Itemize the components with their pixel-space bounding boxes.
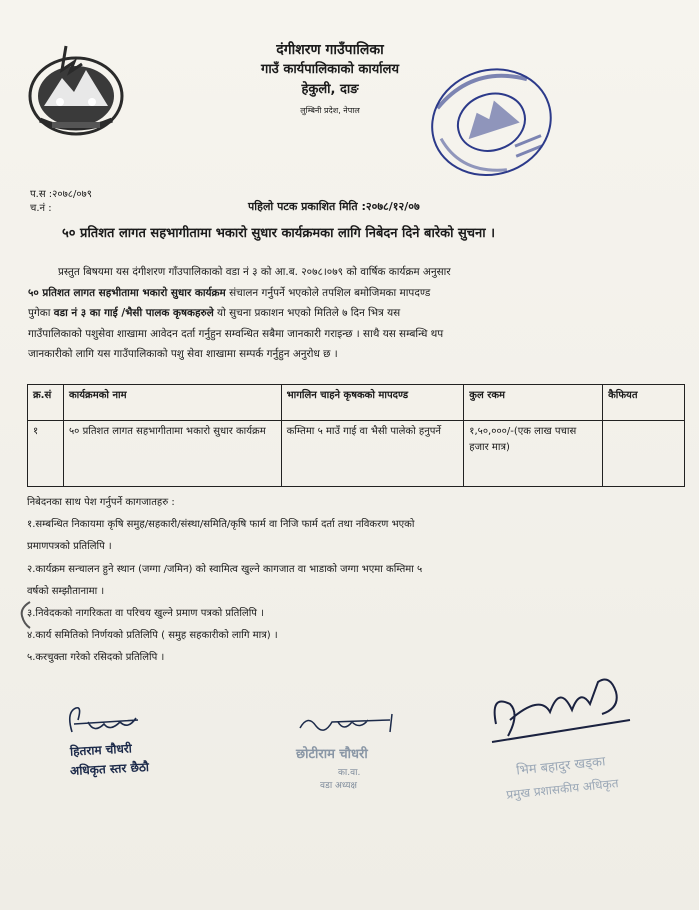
table-row bbox=[28, 421, 685, 487]
target-farmers-bold: वडा नं ३ का गाई /भैसी पालक कृषकहरुले bbox=[53, 307, 214, 320]
cell-total-amount: १,५०,०००/-(एक लाख पचास हजार मात्र) bbox=[464, 421, 603, 487]
documents-title: निबेदनका साथ पेश गर्नुपर्ने कागजातहरु : bbox=[27, 497, 175, 508]
header-remarks: कैफियत bbox=[603, 385, 685, 421]
list-item: वर्षको सम्झौतानामा । bbox=[27, 585, 105, 597]
body-line-2 bbox=[28, 283, 668, 304]
letterhead bbox=[230, 40, 430, 118]
header-total-amount: कुल रकम bbox=[464, 385, 603, 421]
table-header-row bbox=[28, 385, 685, 421]
signature-2-icon bbox=[294, 708, 404, 744]
office-location: हेकुली, दाङ bbox=[301, 82, 359, 97]
signatory-2-title-1: का.वा. bbox=[338, 768, 361, 778]
cell-program-name: ५० प्रतिशत लागत सहभागीतामा भकारो सुधार कार्यक्रम bbox=[63, 421, 281, 487]
cell-remarks bbox=[603, 421, 685, 487]
list-item: ५.करचुक्ता गरेको रसिदको प्रतिलिपि । bbox=[27, 652, 165, 664]
body-line-2-rest: संचालन गर्नुपर्ने भएकोले तपशिल बमोजिमका मापदण्ड bbox=[225, 286, 431, 299]
cell-serial: १ bbox=[28, 421, 64, 487]
staple-mark-icon bbox=[18, 600, 32, 630]
office-name: गाउँ कार्यपालिकाको कार्यालय bbox=[261, 62, 399, 77]
cell-criteria: कम्तिमा ५ माउँ गाई वा भैसी पालेको हनुपर्ने bbox=[281, 421, 464, 487]
chalani-number: च.नं : bbox=[30, 203, 52, 214]
list-item: ३.निवेदकको नागरिकता वा परिचय खुल्ने प्रमाण पत्रको प्रतिलिपि । bbox=[27, 608, 264, 620]
signatory-3-title: प्रमुख प्रशासकीय अधिकृत bbox=[505, 776, 620, 802]
signature-1-icon bbox=[64, 702, 154, 742]
publication-date: पहिलो पटक प्रकाशित मिति :२०७८/१२/०७ bbox=[248, 200, 420, 213]
body-line-4: गाउँपालिकाको पशुसेवा शाखामा आवेदन दर्ता गर्नुहुन सम्वन्धित सबैमा जानकारी गराइन्छ । साथै यस सम्बन्धि थप bbox=[28, 327, 444, 340]
list-item: प्रमाणपत्रको प्रतिलिपि । bbox=[27, 541, 112, 553]
notice-subject: ५० प्रतिशत लागत सहभागीतामा भकारो सुधार कार्यक्रमका लागि निबेदन दिने बारेको सुचना । bbox=[62, 226, 496, 241]
list-item: ४.कार्य समितिको निर्णयको प्रतिलिपि ( समुह सहकारीको लागि मात्र) । bbox=[27, 630, 278, 642]
patra-sankhya: प.स :२०७८/०७९ bbox=[30, 189, 92, 200]
program-table bbox=[27, 384, 685, 487]
municipality-name: दंगीशरण गाउँपालिका bbox=[276, 42, 384, 58]
signatory-3-name: भिम बहादुर खड्का bbox=[515, 754, 607, 779]
signatory-1-title: अधिकृत स्तर छैठौ bbox=[69, 759, 150, 779]
program-name-bold: ५० प्रतिशत लागत सहभीतामा भकारो सुधार कार्यक्रम bbox=[28, 286, 226, 299]
header-criteria: भागलिन चाहने कृषकको मापदण्ड bbox=[281, 385, 464, 421]
body-line-1: प्रस्तुत बिषयमा यस दंगीशरण गाँउपालिकाको वडा नं ३ को आ.ब. २०७८।०७९ को वार्षिक कार्यक्रम अनुसार bbox=[58, 266, 451, 278]
province-name: लुम्बिनी प्रदेश, नेपाल bbox=[300, 106, 360, 115]
list-item: १.सम्बन्धित निकायमा कृषि समुह/सहकारी/संस्था/समिति/कृषि फार्म वा निजि फार्म दर्ता तथा नविकरण भएको bbox=[27, 519, 415, 531]
list-item: २.कार्यक्रम सन्चालन हुने स्थान (जग्गा /जमिन) को स्वामित्व खुल्ने कागजात वा भाडाको जग्गा भएमा कम्तिमा ५ bbox=[27, 563, 423, 575]
required-documents bbox=[27, 492, 677, 670]
body-line-5: जानकारीको लागि यस गाउँपालिकाको पशु सेवा शाखामा सम्पर्क गर्नुहुन अनुरोध छ । bbox=[28, 348, 338, 361]
header-program-name: कार्यक्रमको नाम bbox=[63, 385, 281, 421]
signatory-2-title-2: वडा अध्यक्ष bbox=[320, 781, 357, 791]
signatory-1-name: हितराम चौधरी bbox=[69, 741, 133, 759]
body-line-3-start: पुगेका bbox=[28, 307, 54, 320]
notice-body bbox=[28, 262, 668, 365]
body-line-3 bbox=[28, 303, 668, 324]
nepal-emblem-icon bbox=[22, 40, 130, 138]
office-stamp-icon bbox=[418, 52, 568, 202]
body-line-3-rest: यो सुचना प्रकाशन भएको मितिले ७ दिन भित्र यस bbox=[213, 307, 401, 320]
signature-3-icon bbox=[480, 664, 640, 760]
signatory-2-name: छोटीराम चौधरी bbox=[296, 747, 368, 762]
header-serial: क्र.सं bbox=[28, 385, 64, 421]
reference-block bbox=[30, 188, 92, 216]
